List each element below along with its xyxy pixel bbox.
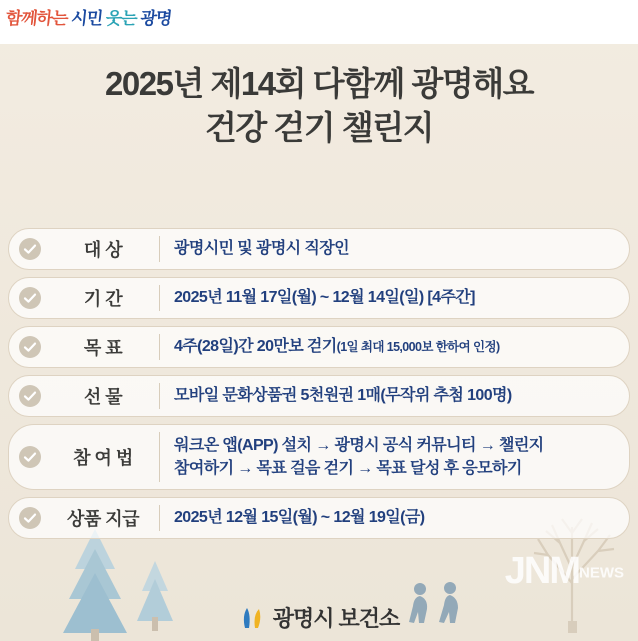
info-value-howto [160,428,629,486]
info-label-gift: 선 물 [83,387,123,407]
title-line-2: 건강 걷기 챌린지 [205,108,433,146]
brand-logo-text-2: 시민 [70,9,104,28]
info-label-target: 대 상 [83,240,123,260]
info-rows [8,228,630,546]
info-label-howto: 참 여 법 [73,448,133,468]
info-label-goal: 목 표 [83,338,123,358]
check-icon [19,287,41,309]
city-brand-logo [5,4,173,29]
info-note-goal: (1일 최대 15,000보 한하여 인정) [336,340,500,355]
check-icon [19,385,41,407]
watermark-sub: NEWS [579,564,624,582]
info-row-target [8,228,630,270]
check-icon [19,446,41,468]
check-icon [19,507,41,529]
info-value-goal-wrap [160,329,629,364]
page-title [0,62,638,149]
top-logo-bar [0,0,638,44]
info-value-period: 2025년 11월 17일(월) ~ 12월 14일(일) [4주간] [174,289,475,307]
footer-organization: 광명시 보건소 [272,605,400,631]
check-icon [19,238,41,260]
watermark-main: JNM [504,550,579,592]
info-value-goal: 4주(28일)간 20만보 걷기 [174,338,337,356]
brand-logo-text-4: 광명 [139,9,173,28]
gwangmyeong-symbol-icon [239,602,265,632]
info-row-goal [8,326,630,368]
title-line-1: 2025년 제14회 다함께 광명해요 [105,65,533,102]
info-value-howto-line2: 참여하기 → 목표 걸음 걷기 → 목표 달성 후 응모하기 [174,460,522,477]
info-row-gift [8,375,630,417]
info-row-period [8,277,630,319]
info-value-delivery: 2025년 12월 15일(월) ~ 12월 19일(금) [174,509,425,527]
info-row-delivery [8,497,630,539]
footer [0,602,638,638]
info-value-target: 광명시민 및 광명시 직장인 [174,240,349,258]
info-value-howto-line1: 워크온 앱(APP) 설치 → 광명시 공식 커뮤니티 → 챌린지 [174,436,544,454]
watermark [505,550,624,593]
brand-logo-text-1: 함께하는 [4,9,69,28]
info-label-period: 기 간 [83,289,123,309]
check-icon [19,336,41,358]
info-row-howto [8,424,630,490]
info-value-gift: 모바일 문화상품권 5천원권 1매(무작위 추첨 100명) [174,387,512,405]
brand-logo-text-3: 웃는 [104,9,138,28]
info-label-delivery: 상품 지급 [66,509,140,529]
